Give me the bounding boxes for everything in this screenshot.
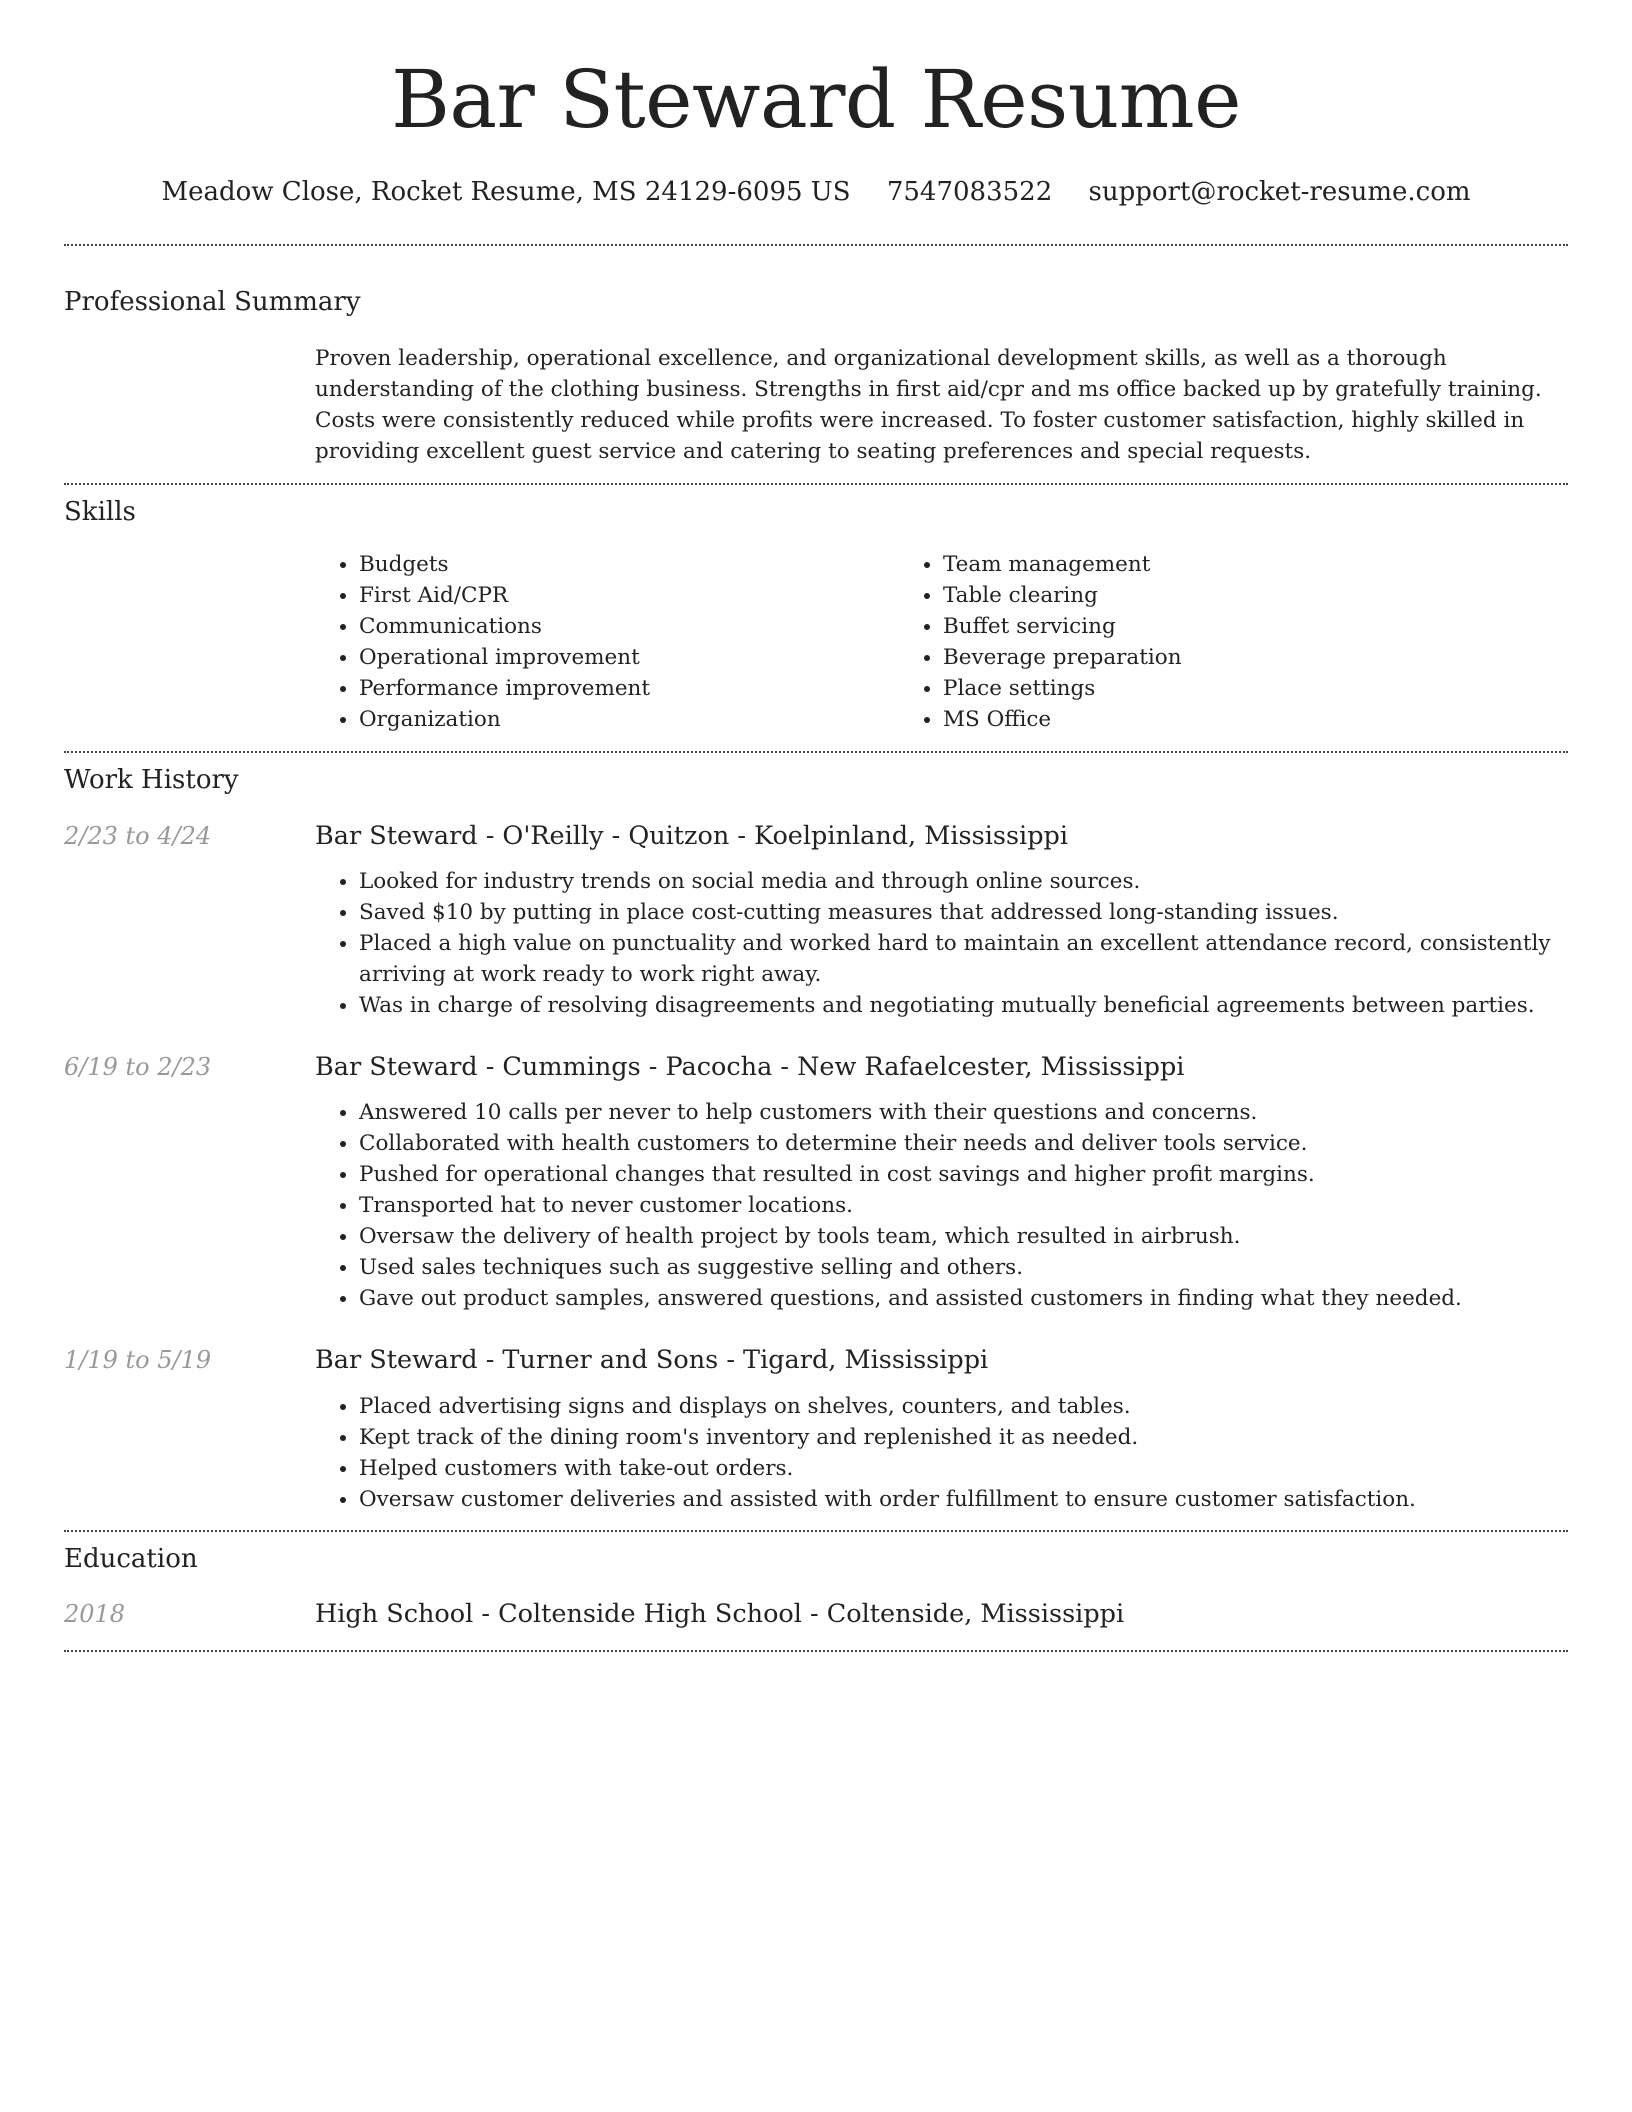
work-heading: Work History bbox=[64, 765, 239, 796]
summary-text: Proven leadership, operational excellence, and organizational development skills, as well as a thorough understanding of the clothing business. Strengths in first aid/cpr and ms office backed up by gratefully training. Costs were consistently reduced while profits were increased. To foster customer satisfaction, highly skilled in providing excellent guest service and catering to seating preferences and special requests. bbox=[315, 345, 1542, 464]
skill-item: • Buffet servicing bbox=[943, 611, 1457, 642]
skill-item: • Operational improvement bbox=[359, 642, 886, 673]
job-bullets bbox=[315, 866, 1568, 1021]
education-heading: Education bbox=[64, 1543, 198, 1574]
education-entry bbox=[64, 1598, 1568, 1631]
skills-heading: Skills bbox=[64, 496, 136, 527]
skills-section bbox=[64, 485, 1568, 752]
job-header bbox=[64, 1344, 1568, 1377]
summary-heading: Professional Summary bbox=[64, 286, 361, 317]
job-bullet: • Transported hat to never customer locations. bbox=[359, 1190, 1568, 1221]
skills-list-right bbox=[886, 549, 1457, 735]
skill-item: • Place settings bbox=[943, 673, 1457, 704]
contact-phone: 7547083522 bbox=[886, 177, 1053, 207]
skill-item: • Budgets bbox=[359, 549, 886, 580]
skill-item: • Team management bbox=[943, 549, 1457, 580]
contact-email: support@rocket-resume.com bbox=[1088, 177, 1471, 207]
job-title: Bar Steward - Cummings - Pacocha - New Rafaelcester, Mississippi bbox=[315, 1052, 1185, 1083]
job-details bbox=[315, 1097, 1568, 1314]
page-title: Bar Steward Resume bbox=[391, 53, 1241, 146]
job-title: Bar Steward - O'Reilly - Quitzon - Koelpinland, Mississippi bbox=[315, 821, 1068, 852]
job-header bbox=[64, 1051, 1568, 1084]
contact-address: Meadow Close, Rocket Resume, MS 24129-6095 US bbox=[161, 177, 851, 207]
job-bullet: • Oversaw customer deliveries and assisted with order fulfillment to ensure customer satisfaction. bbox=[359, 1484, 1568, 1515]
job-bullet: • Kept track of the dining room's inventory and replenished it as needed. bbox=[359, 1422, 1568, 1453]
education-title: High School - Coltenside High School - Coltenside, Mississippi bbox=[315, 1599, 1125, 1630]
divider bbox=[64, 1650, 1568, 1652]
skill-item: • Organization bbox=[359, 704, 886, 735]
job-bullet: • Was in charge of resolving disagreements and negotiating mutually beneficial agreements between parties. bbox=[359, 990, 1568, 1021]
skill-item: • Performance improvement bbox=[359, 673, 886, 704]
skills-list-left bbox=[315, 549, 886, 735]
education-date: 2018 bbox=[64, 1600, 126, 1629]
job-bullet: • Used sales techniques such as suggestive selling and others. bbox=[359, 1252, 1568, 1283]
resume-page bbox=[64, 0, 1568, 1652]
job-bullet: • Saved $10 by putting in place cost-cutting measures that addressed long-standing issues. bbox=[359, 897, 1568, 928]
skill-item: • Communications bbox=[359, 611, 886, 642]
skill-item: • Beverage preparation bbox=[943, 642, 1457, 673]
job-header bbox=[64, 820, 1568, 853]
job-entry bbox=[64, 1344, 1568, 1514]
job-bullet: • Pushed for operational changes that resulted in cost savings and higher profit margins. bbox=[359, 1159, 1568, 1190]
job-date: 1/19 to 5/19 bbox=[64, 1346, 212, 1375]
skill-item: • Table clearing bbox=[943, 580, 1457, 611]
job-bullet: • Collaborated with health customers to determine their needs and deliver tools service. bbox=[359, 1128, 1568, 1159]
job-details bbox=[315, 1391, 1568, 1515]
education-section bbox=[64, 1532, 1568, 1650]
job-bullet: • Helped customers with take-out orders. bbox=[359, 1453, 1568, 1484]
skill-item: • First Aid/CPR bbox=[359, 580, 886, 611]
job-bullet: • Answered 10 calls per never to help customers with their questions and concerns. bbox=[359, 1097, 1568, 1128]
job-date: 2/23 to 4/24 bbox=[64, 822, 212, 851]
work-section bbox=[64, 753, 1568, 1529]
job-entry bbox=[64, 1051, 1568, 1314]
job-date: 6/19 to 2/23 bbox=[64, 1053, 212, 1082]
job-bullet: • Gave out product samples, answered questions, and assisted customers in finding what they needed. bbox=[359, 1283, 1568, 1314]
job-bullet: • Oversaw the delivery of health project by tools team, which resulted in airbrush. bbox=[359, 1221, 1568, 1252]
skills-content bbox=[315, 549, 1568, 735]
job-title: Bar Steward - Turner and Sons - Tigard, Mississippi bbox=[315, 1345, 989, 1376]
contact-line bbox=[64, 176, 1568, 210]
summary-content bbox=[315, 343, 1568, 467]
job-bullets bbox=[315, 1097, 1568, 1314]
job-bullet: • Placed a high value on punctuality and worked hard to maintain an excellent attendance record, consistently arriving at work ready to work right away. bbox=[359, 928, 1568, 990]
job-bullet: • Placed advertising signs and displays on shelves, counters, and tables. bbox=[359, 1391, 1568, 1422]
job-bullet: • Looked for industry trends on social media and through online sources. bbox=[359, 866, 1568, 897]
skill-item: • MS Office bbox=[943, 704, 1457, 735]
summary-section bbox=[64, 246, 1568, 483]
job-entry bbox=[64, 820, 1568, 1021]
job-details bbox=[315, 866, 1568, 1021]
job-bullets bbox=[315, 1391, 1568, 1515]
